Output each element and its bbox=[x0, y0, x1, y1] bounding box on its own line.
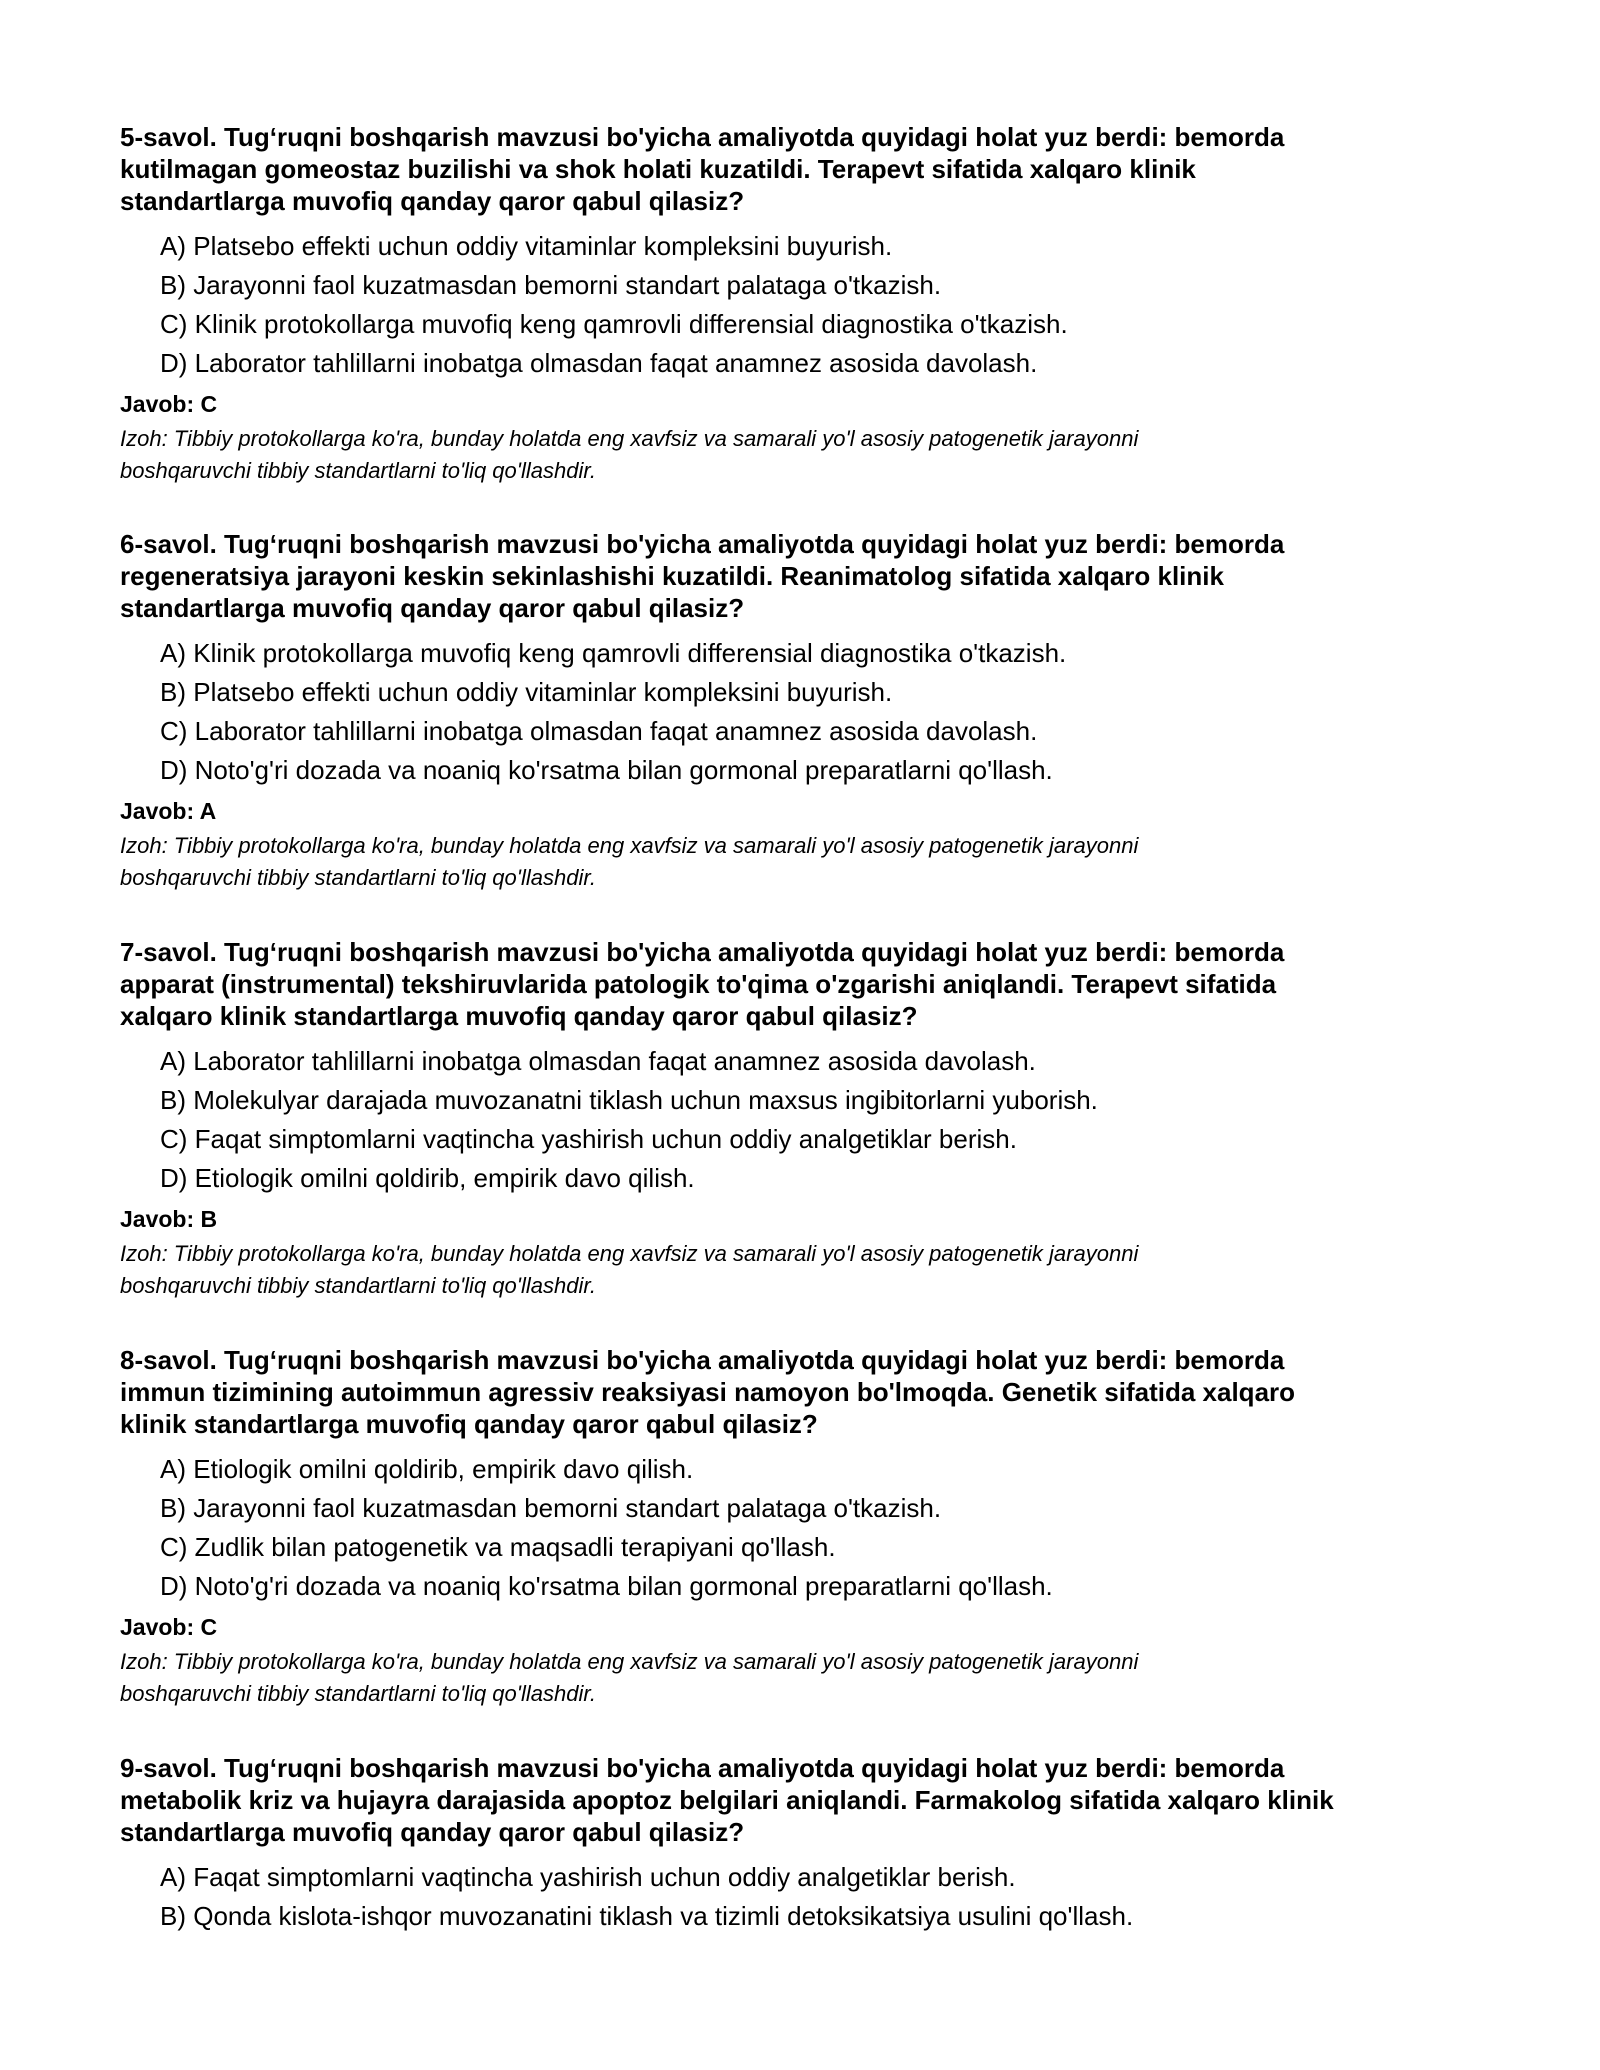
option-a: A) Faqat simptomlarni vaqtincha yashirish uchun oddiy analgetiklar berish. bbox=[160, 1862, 1016, 1892]
option-c: C) Laborator tahlillarni inobatga olmasdan faqat anamnez asosida davolash. bbox=[160, 716, 1038, 746]
option-b: B) Molekulyar darajada muvozanatni tiklash uchun maxsus ingibitorlarni yuborish. bbox=[160, 1085, 1098, 1115]
option-c: C) Zudlik bilan patogenetik va maqsadli terapiyani qo'llash. bbox=[160, 1532, 836, 1562]
question-6 bbox=[120, 528, 1480, 894]
option-list bbox=[120, 634, 1480, 790]
answer-label: Javob: B bbox=[120, 1206, 218, 1232]
question-title: 6-savol. Tug‘ruqni boshqarish mavzusi bo'yicha amaliyotda quyidagi holat yuz berdi: bemorda regeneratsiya jarayoni keskin sekinlashishi kuzatildi. Reanimatolog sifatida xalqaro klinik standartlarga muvofiq qanday qaror qabul qilasiz? bbox=[120, 529, 1285, 623]
question-7 bbox=[120, 936, 1480, 1302]
option-a: A) Platsebo effekti uchun oddiy vitaminlar kompleksini buyurish. bbox=[160, 231, 893, 261]
option-list bbox=[120, 1858, 1480, 1936]
question-5 bbox=[120, 121, 1480, 487]
option-d: D) Noto'g'ri dozada va noaniq ko'rsatma bilan gormonal preparatlarni qo'llash. bbox=[160, 1571, 1053, 1601]
option-b: B) Platsebo effekti uchun oddiy vitaminlar kompleksini buyurish. bbox=[160, 677, 893, 707]
explanation-note: Izoh: Tibbiy protokollarga ko'ra, bunday holatda eng xavfsiz va samarali yo'l asosiy patogenetik jarayonni boshqaruvchi tibbiy standartlarni to'liq qo'llashdir. bbox=[120, 1241, 1139, 1298]
option-d: D) Laborator tahlillarni inobatga olmasdan faqat anamnez asosida davolash. bbox=[160, 348, 1038, 378]
option-list bbox=[120, 1450, 1480, 1606]
question-title: 9-savol. Tug‘ruqni boshqarish mavzusi bo'yicha amaliyotda quyidagi holat yuz berdi: bemorda metabolik kriz va hujayra darajasida apoptoz belgilari aniqlandi. Farmakolog sifatida xalqaro klinik standartlarga muvofiq qanday qaror qabul qilasiz? bbox=[120, 1753, 1334, 1847]
question-9 bbox=[120, 1752, 1480, 1936]
option-list bbox=[120, 1042, 1480, 1198]
option-c: C) Faqat simptomlarni vaqtincha yashirish uchun oddiy analgetiklar berish. bbox=[160, 1124, 1017, 1154]
explanation-note: Izoh: Tibbiy protokollarga ko'ra, bunday holatda eng xavfsiz va samarali yo'l asosiy patogenetik jarayonni boshqaruvchi tibbiy standartlarni to'liq qo'llashdir. bbox=[120, 426, 1139, 483]
question-title: 7-savol. Tug‘ruqni boshqarish mavzusi bo'yicha amaliyotda quyidagi holat yuz berdi: bemorda apparat (instrumental) tekshiruvlarida patologik to'qima o'zgarishi aniqlandi. Terapevt sifatida xalqaro klinik standartlarga muvofiq qanday qaror qabul qilasiz? bbox=[120, 937, 1285, 1031]
question-title: 8-savol. Tug‘ruqni boshqarish mavzusi bo'yicha amaliyotda quyidagi holat yuz berdi: bemorda immun tizimining autoimmun agressiv reaksiyasi namoyon bo'lmoqda. Genetik sifatida xalqaro klinik standartlarga muvofiq qanday qaror qabul qilasiz? bbox=[120, 1345, 1296, 1439]
option-a: A) Laborator tahlillarni inobatga olmasdan faqat anamnez asosida davolash. bbox=[160, 1046, 1036, 1076]
option-list bbox=[120, 227, 1480, 383]
question-title: 5-savol. Tug‘ruqni boshqarish mavzusi bo'yicha amaliyotda quyidagi holat yuz berdi: bemorda kutilmagan gomeostaz buzilishi va shok holati kuzatildi. Terapevt sifatida xalqaro klinik standartlarga muvofiq qanday qaror qabul qilasiz? bbox=[120, 122, 1285, 216]
explanation-note: Izoh: Tibbiy protokollarga ko'ra, bunday holatda eng xavfsiz va samarali yo'l asosiy patogenetik jarayonni boshqaruvchi tibbiy standartlarni to'liq qo'llashdir. bbox=[120, 1649, 1139, 1706]
option-c: C) Klinik protokollarga muvofiq keng qamrovli differensial diagnostika o'tkazish. bbox=[160, 309, 1068, 339]
question-8 bbox=[120, 1344, 1480, 1710]
option-b: B) Jarayonni faol kuzatmasdan bemorni standart palataga o'tkazish. bbox=[160, 270, 942, 300]
answer-label: Javob: C bbox=[120, 1614, 218, 1640]
option-a: A) Etiologik omilni qoldirib, empirik davo qilish. bbox=[160, 1454, 694, 1484]
option-b: B) Qonda kislota-ishqor muvozanatini tiklash va tizimli detoksikatsiya usulini qo'llash. bbox=[160, 1901, 1134, 1931]
answer-label: Javob: A bbox=[120, 798, 217, 824]
option-d: D) Noto'g'ri dozada va noaniq ko'rsatma bilan gormonal preparatlarni qo'llash. bbox=[160, 755, 1053, 785]
option-b: B) Jarayonni faol kuzatmasdan bemorni standart palataga o'tkazish. bbox=[160, 1493, 942, 1523]
option-a: A) Klinik protokollarga muvofiq keng qamrovli differensial diagnostika o'tkazish. bbox=[160, 638, 1067, 668]
option-d: D) Etiologik omilni qoldirib, empirik davo qilish. bbox=[160, 1163, 695, 1193]
answer-label: Javob: C bbox=[120, 391, 218, 417]
explanation-note: Izoh: Tibbiy protokollarga ko'ra, bunday holatda eng xavfsiz va samarali yo'l asosiy patogenetik jarayonni boshqaruvchi tibbiy standartlarni to'liq qo'llashdir. bbox=[120, 833, 1139, 890]
